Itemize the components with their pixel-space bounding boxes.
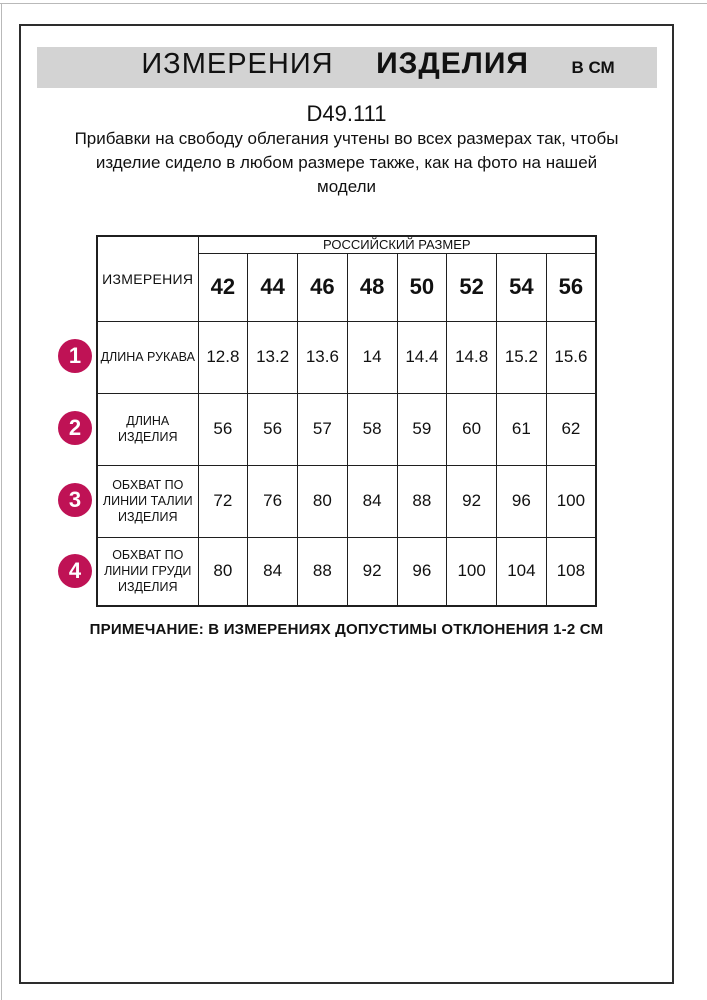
row-marker-number: 4 [68, 558, 82, 583]
row-marker-3 [58, 483, 92, 517]
value-cell: 13.6 [298, 321, 348, 393]
value-cell: 88 [397, 465, 447, 537]
label-line: ИЗДЕЛИЯ [117, 510, 178, 524]
size-header-cell: 54 [497, 253, 547, 321]
measurement-label-cell [97, 537, 198, 606]
corner-header-cell: ИЗМЕРЕНИЯ [97, 236, 198, 321]
size-header-cell: 42 [198, 253, 248, 321]
value-cell: 14.8 [447, 321, 497, 393]
label-line: ЛИНИИ ТАЛИИ [102, 494, 193, 508]
value-cell: 88 [298, 537, 348, 606]
description-line: Прибавки на свободу облегания учтены во всех размерах так, чтобы [74, 129, 619, 148]
size-table [96, 235, 597, 607]
value-cell: 72 [198, 465, 248, 537]
scan-edge-top-line [0, 3, 707, 4]
value-cell: 76 [248, 465, 298, 537]
value-cell: 13.2 [248, 321, 298, 393]
value-cell: 96 [397, 537, 447, 606]
group-header-cell: РОССИЙСКИЙ РАЗМЕР [198, 236, 596, 253]
value-cell: 62 [546, 393, 596, 465]
value-cell: 60 [447, 393, 497, 465]
description-line: модели [317, 177, 376, 196]
label-line: ИЗДЕЛИЯ [117, 430, 178, 444]
value-cell: 56 [248, 393, 298, 465]
measurement-label-cell [97, 393, 198, 465]
value-cell: 56 [198, 393, 248, 465]
value-cell: 59 [397, 393, 447, 465]
size-header-cell: 52 [447, 253, 497, 321]
label-line: ЛИНИИ ГРУДИ [104, 564, 192, 579]
value-cell: 92 [347, 537, 397, 606]
row-marker-1 [58, 339, 92, 373]
row-marker-number: 1 [68, 343, 82, 368]
description-paragraph [19, 127, 674, 199]
row-marker-2 [58, 411, 92, 445]
value-cell: 104 [497, 537, 547, 606]
description-line: изделие сидело в любом размере также, как на фото на нашей [95, 153, 598, 172]
table-row [97, 393, 596, 465]
title-bar [37, 47, 657, 88]
label-line: ДЛИНА РУКАВА [100, 350, 195, 364]
measurement-label-cell [97, 321, 198, 393]
value-cell: 100 [447, 537, 497, 606]
row-marker-number: 2 [68, 415, 82, 440]
value-cell: 84 [248, 537, 298, 606]
title-units: В СМ [571, 58, 615, 77]
size-header-cell: 44 [248, 253, 298, 321]
value-cell: 15.6 [546, 321, 596, 393]
value-cell: 57 [298, 393, 348, 465]
size-header-cell: 50 [397, 253, 447, 321]
table-row [97, 537, 596, 606]
value-cell: 14 [347, 321, 397, 393]
value-cell: 61 [497, 393, 547, 465]
value-cell: 12.8 [198, 321, 248, 393]
label-line: ОБХВАТ ПО [112, 478, 184, 492]
measurement-label-cell [97, 465, 198, 537]
article-number: D49.111 [306, 101, 387, 126]
value-cell: 100 [546, 465, 596, 537]
value-cell: 92 [447, 465, 497, 537]
row-marker-4 [58, 554, 92, 588]
note-text: ПРИМЕЧАНИЕ: В ИЗМЕРЕНИЯХ ДОПУСТИМЫ ОТКЛОНЕНИЯ 1-2 СМ [89, 621, 604, 638]
label-line: ИЗДЕЛИЯ [117, 580, 178, 595]
scan-edge-left-line [1, 3, 2, 1000]
value-cell: 58 [347, 393, 397, 465]
title-product: ИЗДЕЛИЯ [376, 47, 529, 80]
label-line: ОБХВАТ ПО [112, 548, 184, 563]
size-header-cell: 48 [347, 253, 397, 321]
label-line: ДЛИНА [126, 414, 170, 428]
table-row [97, 321, 596, 393]
value-cell: 80 [298, 465, 348, 537]
value-cell: 96 [497, 465, 547, 537]
value-cell: 84 [347, 465, 397, 537]
size-header-cell: 46 [298, 253, 348, 321]
value-cell: 14.4 [397, 321, 447, 393]
row-marker-number: 3 [68, 487, 82, 512]
value-cell: 15.2 [497, 321, 547, 393]
value-cell: 108 [546, 537, 596, 606]
value-cell: 80 [198, 537, 248, 606]
title-measurements: ИЗМЕРЕНИЯ [141, 48, 334, 80]
size-header-cell: 56 [546, 253, 596, 321]
table-row [97, 465, 596, 537]
